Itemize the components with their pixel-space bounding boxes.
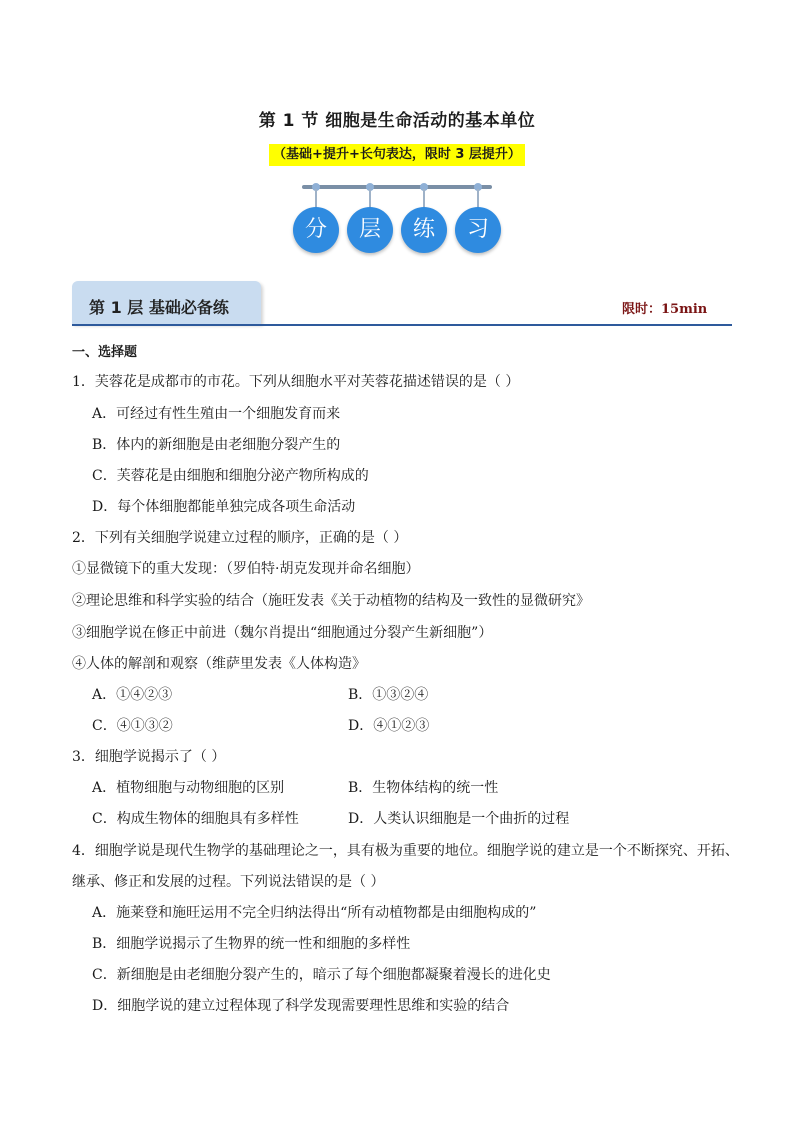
- q4-stem-line2: 继承、修正和发展的过程。下列说法错误的是（ ）: [72, 874, 385, 890]
- page-title: 第 1 节 细胞是生命活动的基本单位: [258, 111, 536, 131]
- q1-option-c: C．芙蓉花是由细胞和细胞分泌产物所构成的: [92, 468, 369, 484]
- q3-stem: 3．细胞学说揭示了（ ）: [72, 749, 226, 765]
- q3-option-d: D．人类认识细胞是一个曲折的过程: [348, 811, 570, 827]
- q4-option-d: D．细胞学说的建立过程体现了科学发现需要理性思维和实验的结合: [92, 998, 510, 1014]
- q3-option-c: C．构成生物体的细胞具有多样性: [92, 811, 299, 827]
- rail-stem: [315, 189, 317, 208]
- q2-option-a: A．①④②③: [92, 687, 173, 703]
- header-rule: [72, 324, 732, 326]
- q2-statement-4: ④人体的解剖和观察（维萨里发表《人体构造》: [72, 656, 366, 672]
- badge-lian: 练: [401, 207, 447, 253]
- rail-stem: [423, 189, 425, 208]
- q2-statement-2: ②理论思维和科学实验的结合（施旺发表《关于动植物的结构及一致性的显微研究》: [72, 593, 590, 609]
- q1-stem: 1．芙蓉花是成都市的市花。下列从细胞水平对芙蓉花描述错误的是（ ）: [72, 374, 520, 390]
- q3-option-b: B．生物体结构的统一性: [348, 780, 499, 796]
- q2-stem: 2．下列有关细胞学说建立过程的顺序，正确的是（ ）: [72, 530, 408, 546]
- q1-option-d: D．每个体细胞都能单独完成各项生命活动: [92, 499, 356, 515]
- rail-stem: [369, 189, 371, 208]
- subtitle-wrapper: [0, 143, 794, 166]
- q1-option-b: B．体内的新细胞是由老细胞分裂产生的: [92, 437, 341, 453]
- q4-option-a: A．施莱登和施旺运用不完全归纳法得出“所有动植物都是由细胞构成的”: [92, 905, 537, 921]
- badge-ceng: 层: [347, 207, 393, 253]
- q4-option-c: C．新细胞是由老细胞分裂产生的，暗示了每个细胞都凝聚着漫长的进化史: [92, 967, 551, 983]
- q4-stem-line1: 4．细胞学说是现代生物学的基础理论之一，具有极为重要的地位。细胞学说的建立是一个不断探究、开拓、: [72, 843, 739, 859]
- layer-label: 第 1 层 基础必备练: [89, 298, 229, 317]
- q2-statement-3: ③细胞学说在修正中前进（魏尔肖提出“细胞通过分裂产生新细胞”）: [72, 625, 493, 641]
- q2-statement-1: ①显微镜下的重大发现：（罗伯特·胡克发现并命名细胞）: [72, 561, 420, 577]
- section-heading: 一、选择题: [72, 345, 138, 360]
- q2-option-c: C．④①③②: [92, 718, 173, 734]
- q3-option-a: A．植物细胞与动物细胞的区别: [92, 780, 285, 796]
- q1-option-a: A．可经过有性生殖由一个细胞发育而来: [92, 406, 341, 422]
- time-limit: 限时：15min: [622, 302, 708, 317]
- badge-xi: 习: [455, 207, 501, 253]
- q2-option-b: B．①③②④: [348, 687, 429, 703]
- q2-option-d: D．④①②③: [348, 718, 430, 734]
- subtitle-highlight: （基础+提升+长句表达，限时 3 层提升）: [269, 144, 525, 166]
- badge-fen: 分: [293, 207, 339, 253]
- q4-option-b: B．细胞学说揭示了生物界的统一性和细胞的多样性: [92, 936, 411, 952]
- badge-rail: [302, 185, 492, 189]
- rail-stem: [477, 189, 479, 208]
